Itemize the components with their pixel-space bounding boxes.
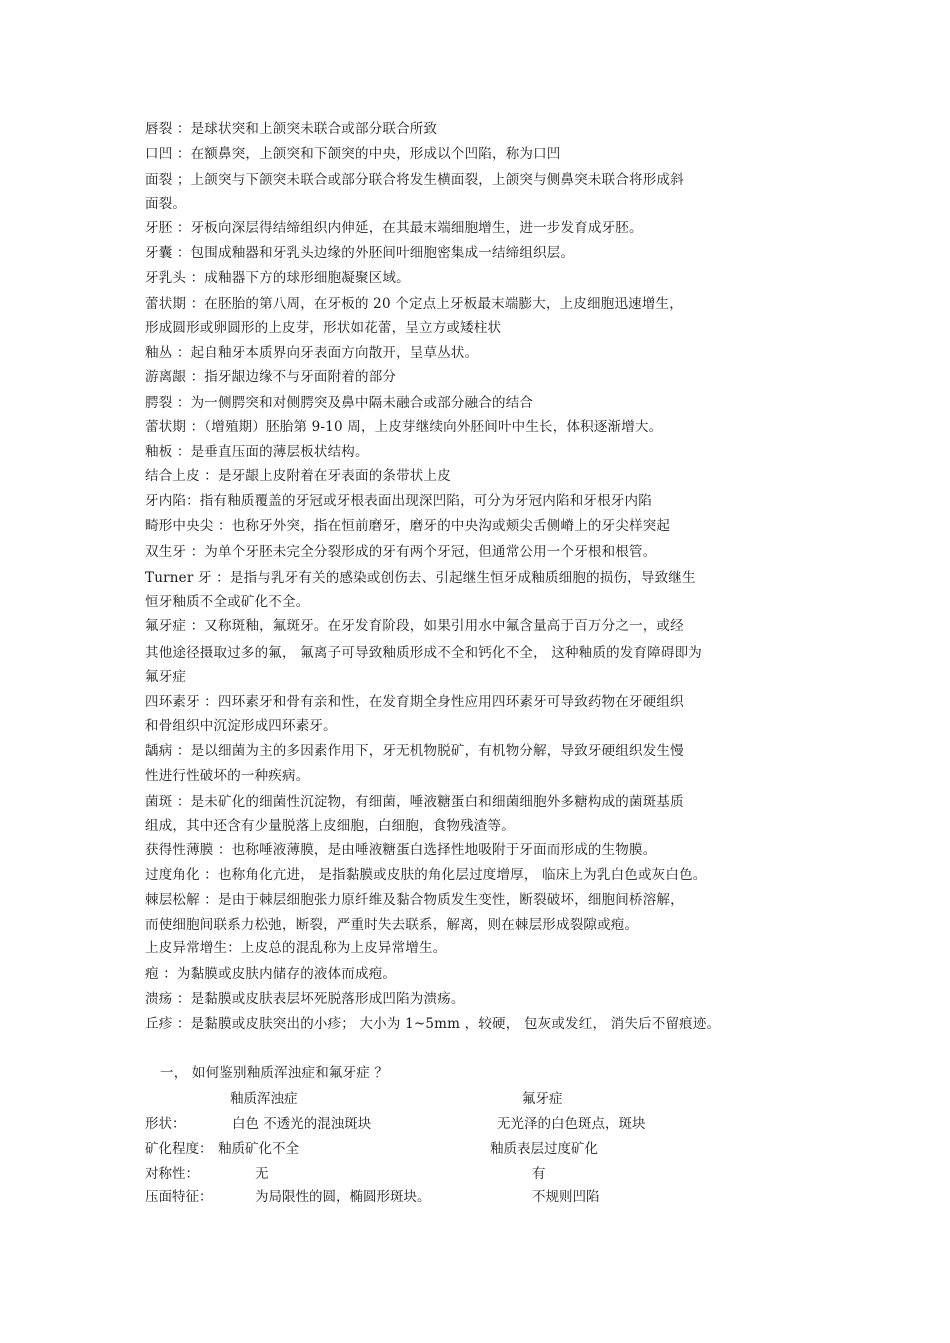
definition-line: 蕾状期 ：（增殖期）胚胎第 9-10 周，上皮芽继续向外胚间叶中生长，体积逐渐增大。: [145, 419, 663, 435]
definition-line: Turner 牙 ：是指与乳牙有关的感染或创伤去、引起继生恒牙成釉质细胞的损伤，导致继生: [145, 570, 696, 586]
definition-line: 疱 ：为黏膜或皮肤内储存的液体而成疱。: [145, 966, 397, 982]
comparison-row-col1: 白色 不透光的混浊斑块: [232, 1116, 372, 1132]
comparison-header-col1: 釉质浑浊症: [230, 1091, 298, 1107]
definition-line: 结合上皮 ：是牙龈上皮附着在牙表面的条带状上皮: [145, 468, 451, 484]
definition-line: 获得性薄膜 ：也称唾液薄膜，是由唾液糖蛋白选择性地吸附于牙面而形成的生物膜。: [145, 842, 657, 858]
definition-line: 氟牙症: [145, 669, 187, 685]
definition-line: 釉板 ：是垂直压面的薄层板状结构。: [145, 444, 369, 460]
definition-line: 龋病 ：是以细菌为主的多因素作用下，牙无机物脱矿，有机物分解，导致牙硬组织发生慢: [145, 743, 684, 759]
definition-line: 面裂 ；上颌突与下颌突未联合或部分联合将发生横面裂，上颌突与侧鼻突未联合将形成斜: [145, 172, 684, 188]
definition-line: 性进行性破坏的一种疾病。: [145, 768, 310, 784]
definition-line: 牙内陷：指有釉质覆盖的牙冠或牙根表面出现深凹陷，可分为牙冠内陷和牙根牙内陷: [145, 493, 652, 509]
question-heading: 一， 如何鉴别釉质浑浊症和氟牙症 ？: [160, 1065, 389, 1081]
definition-line: 游离龈 ：指牙龈边缘不与牙面附着的部分: [145, 369, 397, 385]
definition-line: 釉丛 ：起自釉牙本质界向牙表面方向散开，呈草丛状。: [145, 345, 479, 361]
definition-line: 上皮异常增生：上皮总的混乱称为上皮异常增生。: [145, 940, 447, 956]
definition-line: 四环素牙 ：四环素牙和骨有亲和性，在发育期全身性应用四环素牙可导致药物在牙硬组织: [145, 694, 684, 710]
definition-line: 腭裂 ：为一侧腭突和对侧腭突及鼻中隔未融合或部分融合的结合: [145, 395, 534, 411]
comparison-header-col2: 氟牙症: [522, 1091, 563, 1107]
definition-line: 菌斑 ：是未矿化的细菌性沉淀物，有细菌，唾液糖蛋白和细菌细胞外多糖构成的菌斑基质: [145, 794, 684, 810]
definition-line: 面裂。: [145, 196, 187, 212]
definition-line: 氟牙症 ：又称斑釉，氟斑牙。在牙发育阶段，如果引用水中氟含量高于百万分之一，或经: [145, 618, 684, 634]
definition-line: 牙胚 ：牙板向深层得结缔组织内伸延，在其最末端细胞增生，进一步发育成牙胚。: [145, 220, 643, 236]
comparison-row-col1: 釉质矿化不全: [218, 1141, 299, 1157]
comparison-row-label: 压面特征：: [145, 1189, 213, 1205]
comparison-row-col2: 不规则凹陷: [532, 1189, 600, 1205]
comparison-row-col1: 无: [255, 1166, 269, 1182]
comparison-row-col2: 有: [532, 1166, 546, 1182]
comparison-row-label: 矿化程度：: [145, 1141, 213, 1157]
definition-line: 形成圆形或卵圆形的上皮芽，形状如花蕾，呈立方或矮柱状: [145, 320, 502, 336]
definition-line: 而使细胞间联系力松弛，断裂，严重时失去联系，解离，则在棘层形成裂隙或疱。: [145, 917, 639, 933]
definition-line: 蕾状期 ：在胚胎的第八周，在牙板的 20 个定点上牙板最末端膨大，上皮细胞迅速增生，: [145, 296, 683, 312]
comparison-row-col2: 无光泽的白色斑点，斑块: [497, 1116, 646, 1132]
definition-line: 牙乳头 ：成釉器下方的球形细胞凝聚区域。: [145, 270, 410, 286]
definition-line: 组成，其中还含有少量脱落上皮细胞，白细胞，食物残渣等。: [145, 818, 515, 834]
definition-line: 牙囊 ：包围成釉器和牙乳头边缘的外胚间叶细胞密集成一结缔组织层。: [145, 245, 575, 261]
definition-line: 过度角化 ：也称角化亢进， 是指黏膜或皮肤的角化层过度增厚， 临床上为乳白色或灰白色。: [145, 867, 707, 883]
comparison-row-col2: 釉质表层过度矿化: [490, 1141, 598, 1157]
definition-line: 双生牙 ：为单个牙胚未完全分裂形成的牙有两个牙冠，但通常公用一个牙根和根管。: [145, 544, 657, 560]
comparison-row-col1: 为局限性的圆，椭圆形斑块。: [255, 1189, 431, 1205]
definition-line: 唇裂 ：是球状突和上颌突未联合或部分联合所致: [145, 121, 438, 137]
comparison-row-label: 形状：: [145, 1116, 186, 1132]
definition-line: 其他途径摄取过多的氟， 氟离子可导致釉质形成不全和钙化不全， 这种釉质的发育障碍即为: [145, 645, 702, 661]
definition-line: 溃疡 ：是黏膜或皮肤表层坏死脱落形成凹陷为溃疡。: [145, 991, 465, 1007]
definition-line: 和骨组织中沉淀形成四环素牙。: [145, 718, 337, 734]
definition-line: 恒牙釉质不全或矿化不全。: [145, 594, 310, 610]
definition-line: 棘层松解 ：是由于棘层细胞张力原纤维及黏合物质发生变性，断裂破坏，细胞间桥溶解，: [145, 892, 684, 908]
comparison-row-label: 对称性：: [145, 1166, 199, 1182]
definition-line: 丘疹 ：是黏膜或皮肤突出的小疹； 大小为 1~5mm ，较硬， 包灰或发红， 消失后不留痕迹。: [145, 1016, 721, 1032]
definition-line: 口凹 ：在额鼻突，上颌突和下颌突的中央，形成以个凹陷，称为口凹: [145, 146, 561, 162]
definition-line: 畸形中央尖 ：也称牙外突，指在恒前磨牙，磨牙的中央沟或颊尖舌侧嵴上的牙尖样突起: [145, 518, 671, 534]
